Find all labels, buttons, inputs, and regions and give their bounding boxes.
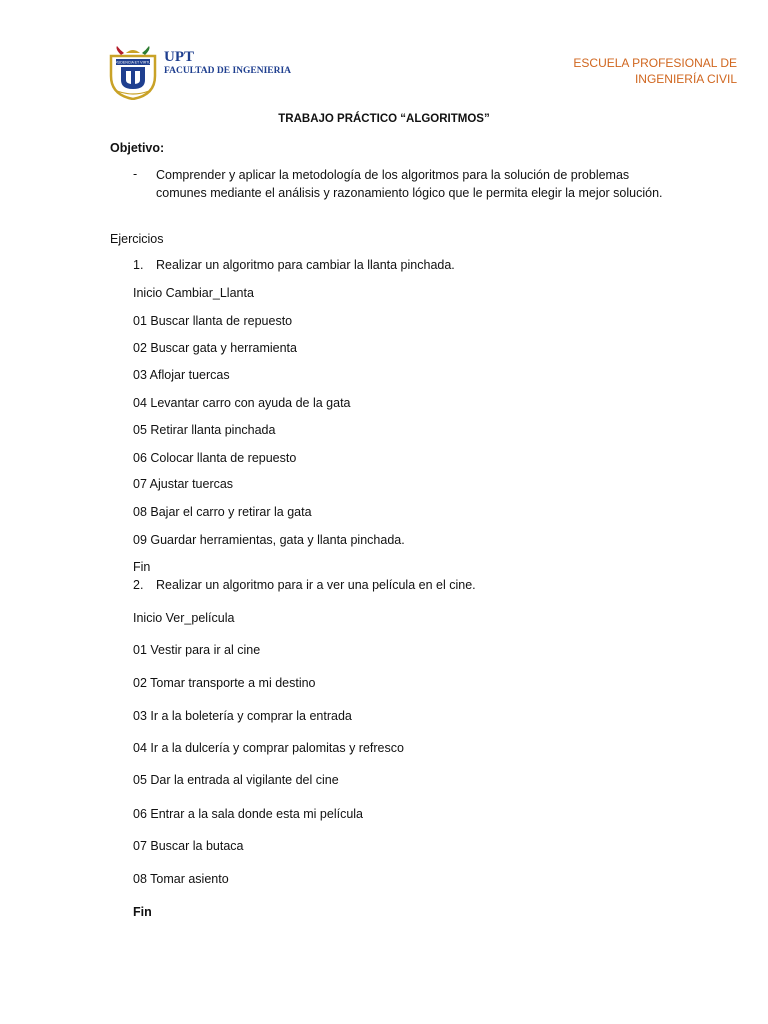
ex1-line: 09 Guardar herramientas, gata y llanta pinchada. [133, 533, 405, 547]
exercise-1-number: 1. [133, 258, 144, 272]
ex2-line: 08 Tomar asiento [133, 872, 229, 886]
ex1-line: 08 Bajar el carro y retirar la gata [133, 505, 312, 519]
school-name [517, 56, 737, 87]
ex2-line: 05 Dar la entrada al vigilante del cine [133, 773, 339, 787]
school-line-1: ESCUELA PROFESIONAL DE [573, 56, 737, 70]
exercise-2-number: 2. [133, 578, 144, 592]
exercise-2-title: Realizar un algoritmo para ir a ver una película en el cine. [156, 578, 476, 592]
ex2-line: 02 Tomar transporte a mi destino [133, 676, 316, 690]
ex1-line: 04 Levantar carro con ayuda de la gata [133, 396, 351, 410]
ex2-line: 06 Entrar a la sala donde esta mi película [133, 807, 363, 821]
ex2-end: Fin [133, 905, 152, 919]
university-abbr: UPT [164, 49, 194, 65]
logo-motto: PRUDENCIA ET VIRTUS [112, 60, 154, 65]
objective-heading: Objetivo: [110, 141, 165, 155]
ex1-line: 02 Buscar gata y herramienta [133, 341, 297, 355]
ex1-line: 05 Retirar llanta pinchada [133, 423, 276, 437]
exercise-1-title: Realizar un algoritmo para cambiar la llanta pinchada. [156, 258, 455, 272]
ex2-line: 03 Ir a la boletería y comprar la entrada [133, 709, 352, 723]
ex1-line: Inicio Cambiar_Llanta [133, 286, 254, 300]
faculty-name: FACULTAD DE INGENIERIA [164, 66, 292, 76]
ex1-line: 03 Aflojar tuercas [133, 368, 230, 382]
ex2-line: 01 Vestir para ir al cine [133, 643, 261, 657]
document-title: TRABAJO PRÁCTICO “ALGORITMOS” [278, 113, 490, 125]
ex2-line: Inicio Ver_película [133, 611, 235, 625]
upt-logo [108, 46, 158, 100]
ex1-line: 07 Ajustar tuercas [133, 477, 234, 491]
ex2-line: 07 Buscar la butaca [133, 839, 244, 853]
ex2-line: 04 Ir a la dulcería y comprar palomitas y refresco [133, 741, 404, 755]
ex1-line: 01 Buscar llanta de repuesto [133, 314, 293, 328]
ex1-line: 06 Colocar llanta de repuesto [133, 451, 297, 465]
objective-bullet: - [133, 167, 138, 181]
school-line-2: INGENIERÍA CIVIL [634, 71, 737, 86]
exercises-heading: Ejercicios [110, 232, 164, 246]
ex1-end: Fin [133, 560, 151, 574]
objective-text: Comprender y aplicar la metodología de los algoritmos para la solución de problemas comunes mediante el análisis y razonamiento lógico que le permita elegir la mejor solución. [156, 168, 663, 201]
